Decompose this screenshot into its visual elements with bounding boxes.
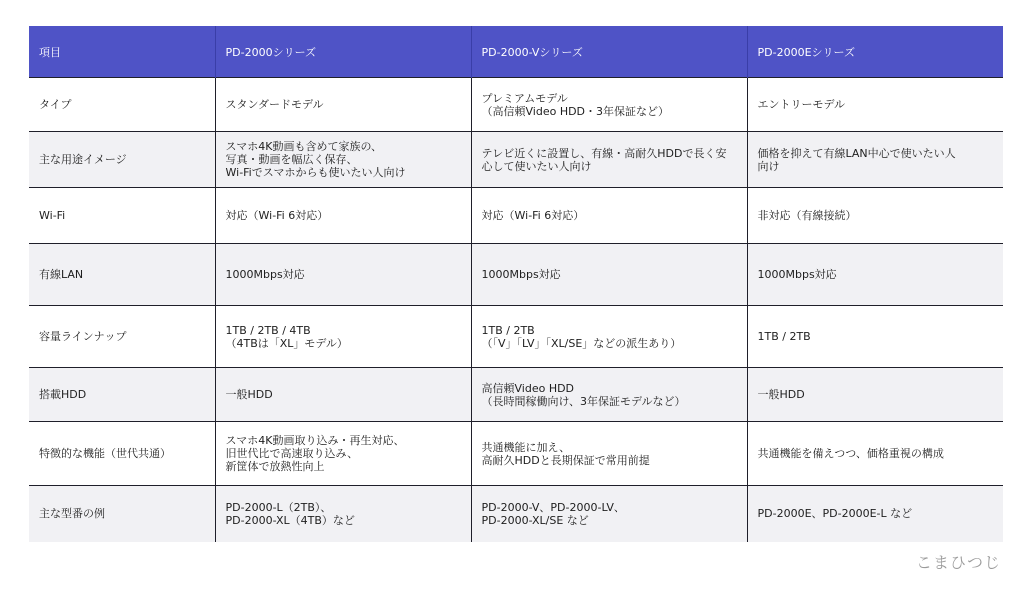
cell-text-line: 1TB / 2TB (757, 330, 811, 343)
cell-pd2000v (471, 132, 747, 188)
cell-text-line: テレビ近くに設置し、有線・高耐久HDDで長く安 (481, 146, 727, 160)
cell-pd2000v (471, 78, 747, 132)
cell-text-line: 1TB / 2TB (481, 323, 535, 337)
cell-pd2000e (747, 486, 1003, 542)
cell-text-line: （長時間稼働向け、3年保証モデルなど） (481, 394, 686, 408)
cell-text-line: プレミアムモデル (481, 91, 568, 105)
cell-pd2000e (747, 78, 1003, 132)
table-row (29, 306, 1003, 368)
row-label: 容量ラインナップ (29, 306, 215, 368)
cell-text-line: エントリーモデル (757, 98, 845, 111)
cell-pd2000e (747, 188, 1003, 244)
header-row (29, 26, 1003, 78)
cell-pd2000 (215, 188, 471, 244)
table-row (29, 188, 1003, 244)
cell-pd2000v (471, 306, 747, 368)
header-pd2000e: PD-2000Eシリーズ (747, 26, 1003, 78)
cell-text-line: PD-2000-XL（4TB）など (225, 513, 355, 527)
row-label: 主な型番の例 (29, 486, 215, 542)
table-row (29, 132, 1003, 188)
cell-pd2000 (215, 486, 471, 542)
comparison-table (29, 26, 1003, 542)
cell-text-line: 高耐久HDDと長期保証で常用前提 (481, 453, 650, 467)
row-label: 搭載HDD (29, 368, 215, 422)
cell-pd2000 (215, 306, 471, 368)
table-row (29, 422, 1003, 486)
header-pd2000: PD-2000シリーズ (215, 26, 471, 78)
table-row (29, 244, 1003, 306)
table-row (29, 368, 1003, 422)
row-label: 特徴的な機能（世代共通） (29, 422, 215, 486)
cell-pd2000 (215, 368, 471, 422)
cell-pd2000e (747, 422, 1003, 486)
cell-pd2000v (471, 188, 747, 244)
cell-pd2000 (215, 132, 471, 188)
cell-text-line: 共通機能を備えつつ、価格重視の構成 (757, 447, 944, 460)
cell-text-line: 共通機能に加え、 (481, 440, 571, 454)
cell-text-line: PD-2000-V、PD-2000-LV、 (481, 500, 625, 514)
cell-text-line: （「V」「LV」「XL/SE」などの派生あり） (481, 336, 682, 350)
comparison-table-wrapper (29, 26, 1003, 542)
header-pd2000v: PD-2000-Vシリーズ (471, 26, 747, 78)
cell-pd2000e (747, 306, 1003, 368)
cell-text-line: 1000Mbps対応 (757, 268, 837, 281)
row-label: 主な用途イメージ (29, 132, 215, 188)
cell-text-line: 高信頼Video HDD (481, 381, 575, 395)
table-row (29, 486, 1003, 542)
table-row (29, 78, 1003, 132)
cell-text-line: 1000Mbps対応 (481, 268, 561, 281)
cell-text-line: PD-2000-L（2TB）、 (225, 500, 332, 514)
row-label: 有線LAN (29, 244, 215, 306)
cell-text-line: 向け (757, 159, 780, 173)
cell-text-line: 一般HDD (225, 388, 273, 401)
cell-pd2000e (747, 368, 1003, 422)
table-header (29, 26, 1003, 78)
cell-text-line: 対応（Wi-Fi 6対応） (225, 209, 329, 222)
cell-text-line: スマホ4K動画取り込み・再生対応、 (225, 434, 405, 447)
cell-text-line: 1000Mbps対応 (225, 268, 305, 281)
cell-pd2000v (471, 486, 747, 542)
cell-text-line: 写真・動画を幅広く保存、 (225, 153, 358, 166)
cell-text-line: 非対応（有線接続） (757, 209, 857, 222)
cell-pd2000v (471, 422, 747, 486)
cell-pd2000e (747, 132, 1003, 188)
cell-text-line: スマホ4K動画も含めて家族の、 (225, 140, 383, 153)
cell-text-line: Wi-Fiでスマホからも使いたい人向け (225, 166, 406, 179)
cell-text-line: 新筐体で放熱性向上 (225, 460, 325, 473)
cell-pd2000v (471, 368, 747, 422)
author-watermark: こまひつじ (916, 553, 1002, 572)
row-label: タイプ (29, 78, 215, 132)
cell-pd2000v (471, 244, 747, 306)
cell-text-line: 一般HDD (757, 388, 805, 401)
cell-text-line: 旧世代比で高速取り込み、 (225, 447, 359, 460)
cell-text-line: （高信頼Video HDD・3年保証など） (481, 104, 670, 118)
cell-pd2000 (215, 422, 471, 486)
cell-text-line: 対応（Wi-Fi 6対応） (481, 209, 585, 222)
cell-text-line: 価格を抑えて有線LAN中心で使いたい人 (757, 146, 956, 160)
header-item: 項目 (29, 26, 215, 78)
cell-text-line: スタンダードモデル (225, 98, 324, 111)
row-label: Wi-Fi (29, 188, 215, 244)
cell-pd2000 (215, 244, 471, 306)
cell-text-line: PD-2000E、PD-2000E-L など (757, 507, 913, 521)
cell-text-line: PD-2000-XL/SE など (481, 513, 589, 527)
cell-text-line: 心して使いたい人向け (481, 159, 592, 173)
cell-text-line: （4TBは「XL」モデル） (225, 336, 348, 350)
cell-text-line: 1TB / 2TB / 4TB (225, 323, 311, 337)
cell-pd2000 (215, 78, 471, 132)
table-body (29, 78, 1003, 542)
cell-pd2000e (747, 244, 1003, 306)
